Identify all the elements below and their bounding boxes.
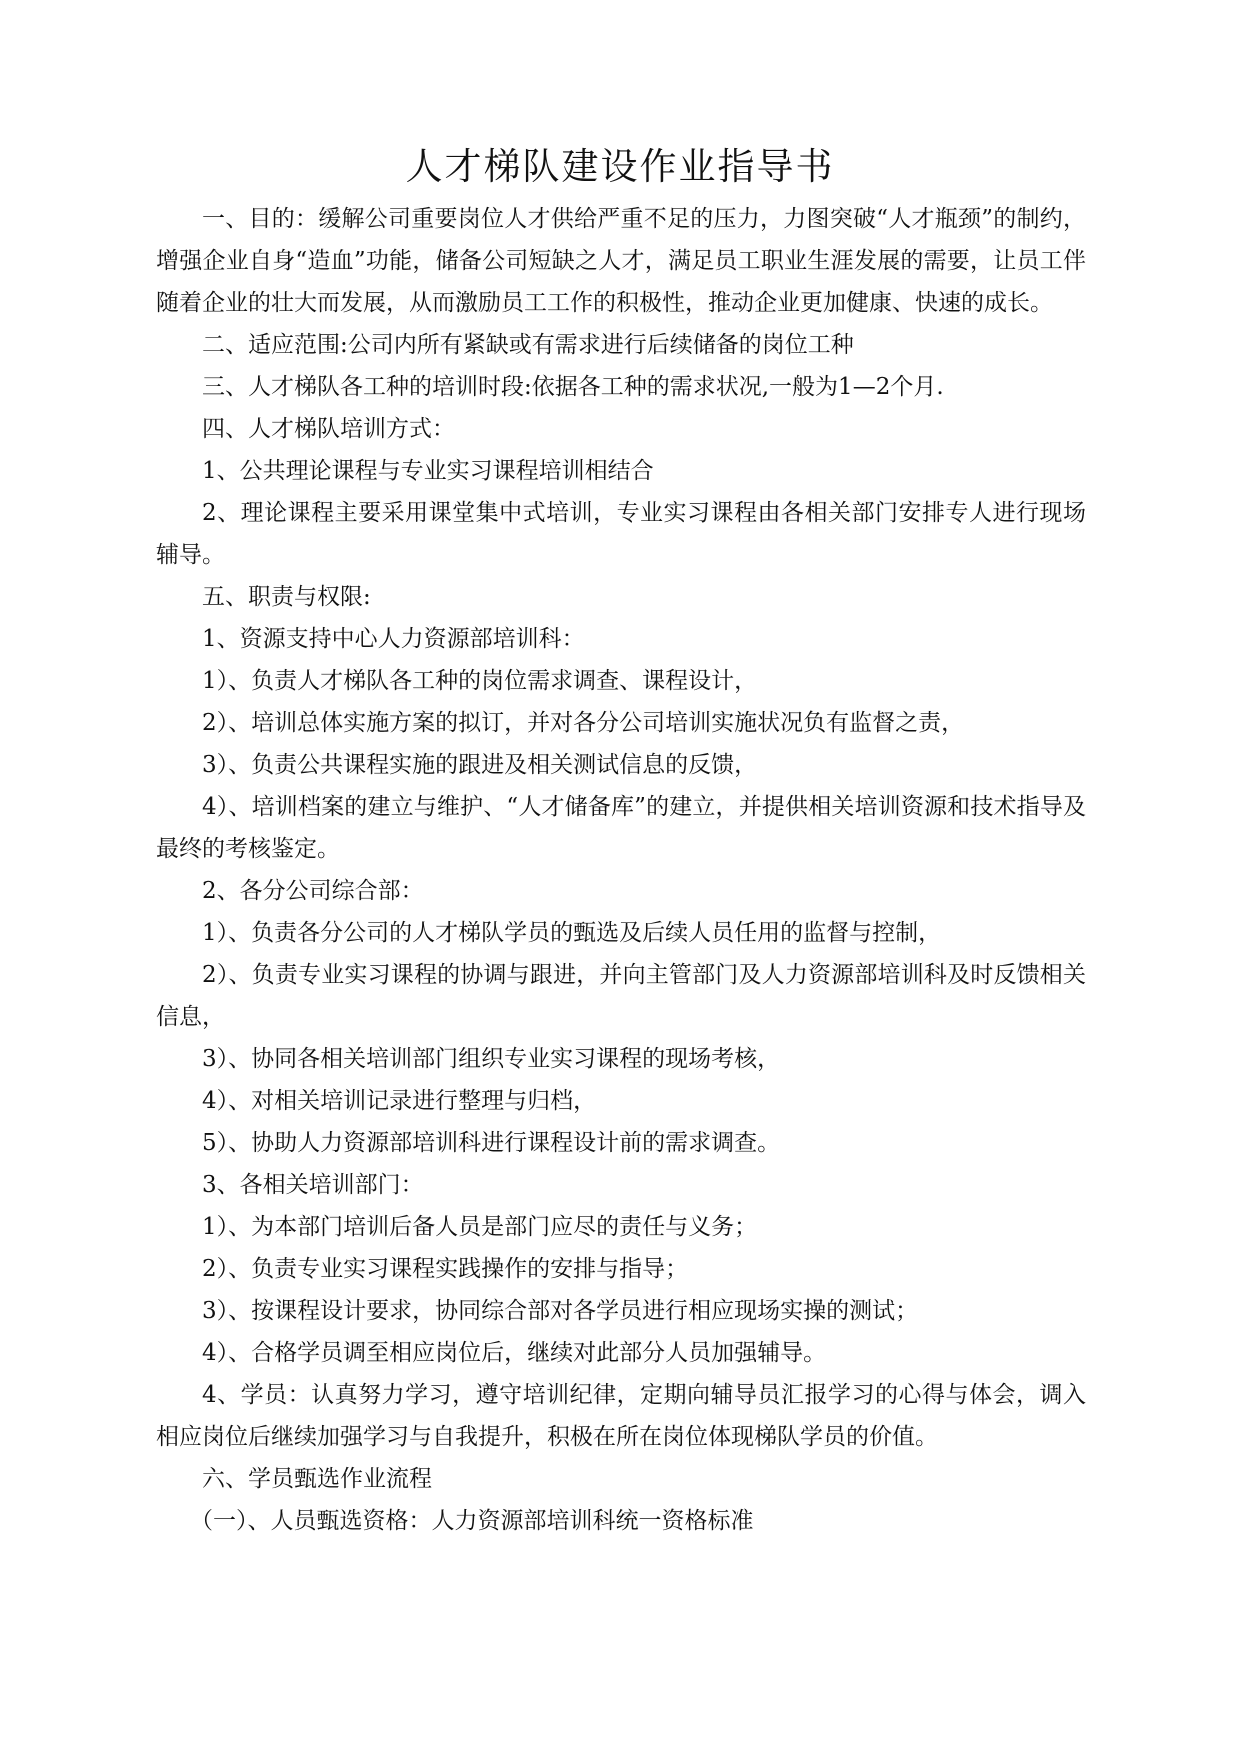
paragraph-duty-branch-2: 2）、负责专业实习课程的协调与跟进，并向主管部门及人力资源部培训科及时反馈相关信息， — [156, 962, 1086, 1030]
paragraph-selection-qualification: （一）、人员甄选资格：人力资源部培训科统一资格标准 — [190, 1508, 754, 1534]
paragraph-duty-dept-2: 2）、负责专业实习课程实践操作的安排与指导； — [202, 1256, 689, 1282]
paragraph-duty-hr-4: 4）、培训档案的建立与维护、“人才储备库”的建立，并提供相关培训资源和技术指导及最终的考核鉴定。 — [156, 794, 1086, 862]
paragraph-duty-branch-1: 1）、负责各分公司的人才梯队学员的甄选及后续人员任用的监督与控制， — [202, 920, 942, 946]
paragraph-duty-branch-3: 3）、协同各相关培训部门组织专业实习课程的现场考核， — [202, 1046, 781, 1072]
paragraph-duties: 五、职责与权限: — [202, 584, 371, 610]
paragraph-duty-hr-1: 1）、负责人才梯队各工种的岗位需求调查、课程设计， — [202, 668, 758, 694]
paragraph-duty-dept: 3、各相关培训部门： — [202, 1172, 424, 1198]
paragraph-duty-branch-5: 5）、协助人力资源部培训科进行课程设计前的需求调查。 — [202, 1130, 781, 1156]
paragraph-purpose: 一、目的：缓解公司重要岗位人才供给严重不足的压力，力图突破“人才瓶颈”的制约，增强企业自身“造血”功能，储备公司短缺之人才，满足员工职业生涯发展的需要，让员工伴随着企业的壮大而发展，从而激励员工工作的积极性，推动企业更加健康、快速的成长。 — [156, 206, 1086, 316]
paragraph-duty-hr-2: 2）、培训总体实施方案的拟订，并对各分公司培训实施状况负有监督之责， — [202, 710, 965, 736]
paragraph-scope: 二、适应范围:公司内所有紧缺或有需求进行后续储备的岗位工种 — [202, 332, 854, 358]
paragraph-method-2: 2、理论课程主要采用课堂集中式培训，专业实习课程由各相关部门安排专人进行现场辅导。 — [156, 500, 1086, 568]
paragraph-duty-trainee: 4、学员：认真努力学习，遵守培训纪律，定期向辅导员汇报学习的心得与体会，调入相应岗位后继续加强学习与自我提升，积极在所在岗位体现梯队学员的价值。 — [156, 1382, 1086, 1450]
paragraph-duty-dept-4: 4）、合格学员调至相应岗位后，继续对此部分人员加强辅导。 — [202, 1340, 827, 1366]
document-body — [156, 198, 1086, 1542]
paragraph-method-1: 1、公共理论课程与专业实习课程培训相结合 — [202, 458, 654, 484]
paragraph-duty-branch: 2、各分公司综合部： — [202, 878, 424, 904]
paragraph-selection-process: 六、学员甄选作业流程 — [202, 1466, 432, 1492]
paragraph-duty-branch-4: 4）、对相关培训记录进行整理与归档， — [202, 1088, 597, 1114]
paragraph-duty-hr: 1、资源支持中心人力资源部培训科： — [202, 626, 585, 652]
paragraph-duty-hr-3: 3）、负责公共课程实施的跟进及相关测试信息的反馈， — [202, 752, 758, 778]
paragraph-duty-dept-1: 1）、为本部门培训后备人员是部门应尽的责任与义务； — [202, 1214, 758, 1240]
paragraph-training-period: 三、人才梯队各工种的培训时段:依据各工种的需求状况,一般为1—2个月. — [202, 374, 944, 400]
document-title: 人才梯队建设作业指导书 — [405, 144, 835, 188]
paragraph-training-method: 四、人才梯队培训方式： — [202, 416, 455, 442]
paragraph-duty-dept-3: 3）、按课程设计要求，协同综合部对各学员进行相应现场实操的测试； — [202, 1298, 919, 1324]
